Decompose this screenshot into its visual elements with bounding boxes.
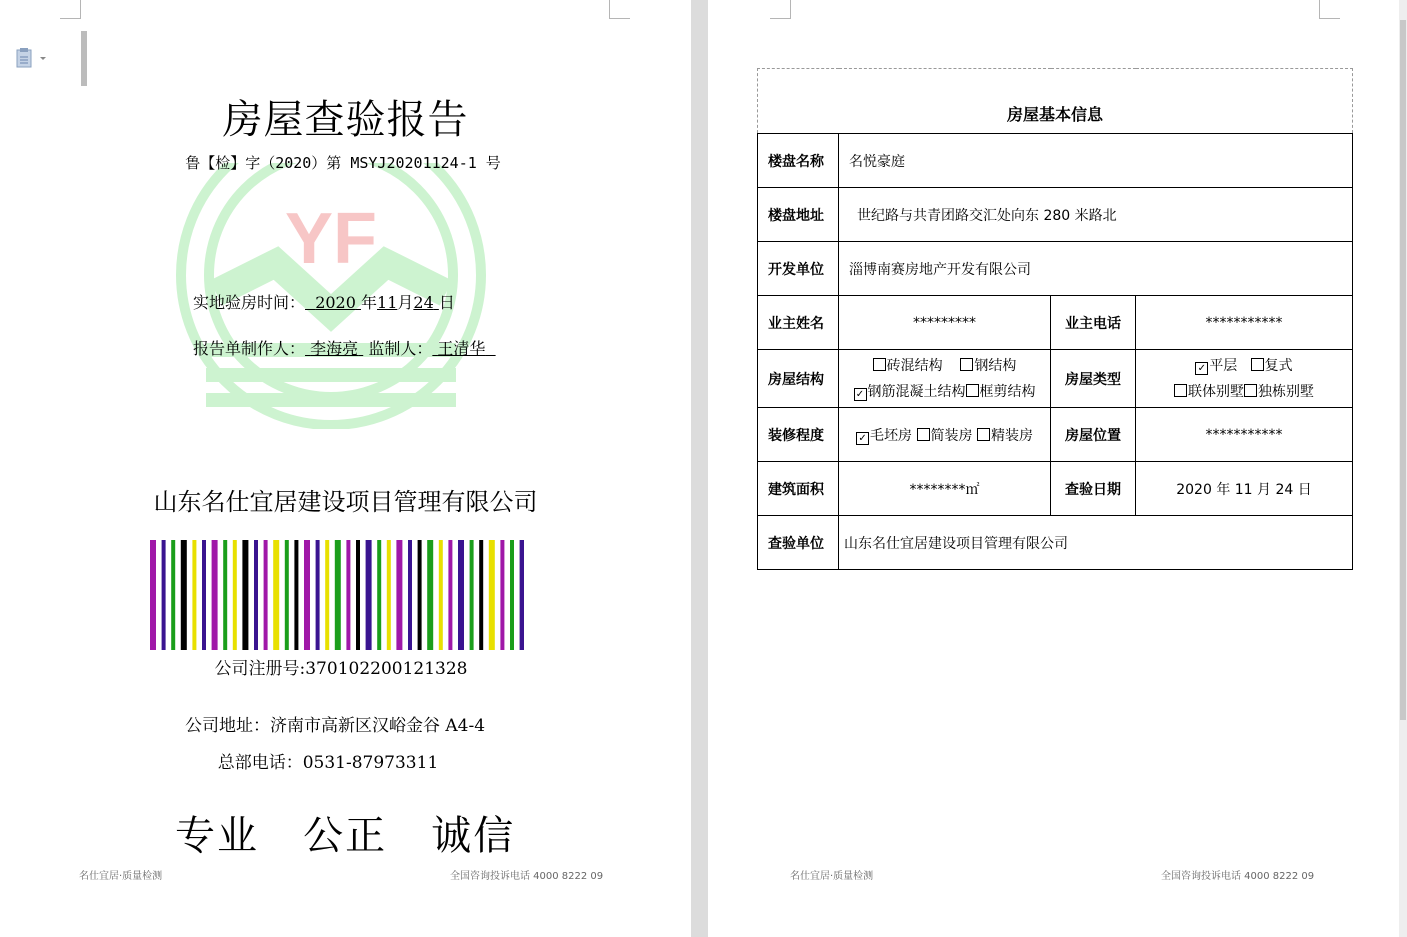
project-name-label: 楼盘名称 [758, 134, 839, 188]
check-date: 2020 年 11 月 24 日 [1136, 462, 1353, 516]
svg-text:YF: YF [284, 199, 378, 279]
inspector-label: 查验单位 [758, 516, 839, 570]
owner-phone: *********** [1136, 296, 1353, 350]
vertical-scrollbar[interactable] [1399, 0, 1407, 937]
checkbox-checked-icon[interactable]: ✓ [854, 388, 867, 401]
checkbox-unchecked-icon[interactable] [966, 384, 979, 397]
scrollbar-thumb[interactable] [1400, 20, 1406, 720]
developer-label: 开发单位 [758, 242, 839, 296]
decoration-label: 装修程度 [758, 408, 839, 462]
supervisor-label: 监制人： [368, 339, 433, 358]
checkbox-unchecked-icon[interactable] [873, 358, 886, 371]
barcode-image [150, 540, 524, 650]
checkbox-unchecked-icon[interactable] [1244, 384, 1257, 397]
staff-line [193, 336, 496, 359]
document-number: 鲁【检】字（2020）第 MSYJ20201124-1 号 [185, 154, 501, 172]
project-address: 世纪路与共青团路交汇处向东 280 米路北 [839, 188, 1353, 242]
footer-left: 名仕宜居·质量检测 [790, 871, 874, 882]
owner-name-label: 业主姓名 [758, 296, 839, 350]
location: *********** [1136, 408, 1353, 462]
footer-right: 全国咨询投诉电话 4000 8222 09 [1161, 871, 1315, 882]
crop-mark [60, 0, 81, 19]
headquarters-phone: 总部电话：0531-87973311 [217, 753, 439, 773]
inspection-date-line [193, 290, 455, 313]
date-day: 24 [413, 293, 434, 312]
supervisor-name: 王清华 [437, 339, 486, 358]
owner-phone-label: 业主电话 [1051, 296, 1136, 350]
document-page-2 [708, 0, 1407, 937]
document-page-1 [0, 0, 691, 937]
year-unit: 年 [361, 293, 378, 312]
company-address: 公司地址：济南市高新区汉峪金谷 A4-4 [184, 716, 486, 736]
footer-left: 名仕宜居·质量检测 [79, 871, 163, 882]
checkbox-unchecked-icon[interactable] [1251, 358, 1264, 371]
paste-options-icon[interactable] [16, 48, 50, 68]
text-cursor [81, 31, 87, 86]
date-month: 11 [377, 293, 398, 312]
structure-options: 砖混结构 钢结构 ✓ 钢筋混凝土结构 框剪结构 [839, 350, 1051, 408]
slogan: 专业 公正 诚信 [175, 813, 516, 859]
house-type-label: 房屋类型 [1051, 350, 1136, 408]
crop-mark [609, 0, 630, 19]
developer: 淄博南赛房地产开发有限公司 [839, 242, 1353, 296]
structure-label: 房屋结构 [758, 350, 839, 408]
footer-right: 全国咨询投诉电话 4000 8222 09 [450, 871, 604, 882]
checkbox-checked-icon[interactable]: ✓ [856, 432, 869, 445]
location-label: 房屋位置 [1051, 408, 1136, 462]
checkbox-unchecked-icon[interactable] [960, 358, 973, 371]
report-title: 房屋查验报告 [222, 97, 469, 143]
crop-mark [1319, 0, 1340, 19]
owner-name: ********* [839, 296, 1051, 350]
month-unit: 月 [397, 293, 414, 312]
section-title: 房屋基本信息 [758, 69, 1353, 134]
area-label: 建筑面积 [758, 462, 839, 516]
checkbox-unchecked-icon[interactable] [1174, 384, 1187, 397]
maker-name: 李海亮 [310, 339, 359, 358]
day-unit: 日 [438, 293, 455, 312]
inspector: 山东名仕宜居建设项目管理有限公司 [839, 516, 1353, 570]
checkbox-checked-icon[interactable]: ✓ [1195, 362, 1208, 375]
check-date-label: 查验日期 [1051, 462, 1136, 516]
date-year: 2020 [315, 293, 356, 312]
registration-number: 公司注册号:370102200121328 [214, 659, 468, 679]
checkbox-unchecked-icon[interactable] [917, 428, 930, 441]
house-type-options: ✓ 平层 复式 联体别墅 独栋别墅 [1136, 350, 1353, 408]
house-info-table [757, 68, 1353, 570]
decoration-options: ✓ 毛坯房 简装房 精装房 [839, 408, 1051, 462]
company-name: 山东名仕宜居建设项目管理有限公司 [153, 488, 538, 516]
maker-label: 报告单制作人： [193, 339, 306, 358]
project-name: 名悦豪庭 [839, 134, 1353, 188]
area: ********㎡ [839, 462, 1051, 516]
crop-mark [770, 0, 791, 19]
inspection-date-label: 实地验房时间： [193, 293, 306, 312]
checkbox-unchecked-icon[interactable] [977, 428, 990, 441]
project-address-label: 楼盘地址 [758, 188, 839, 242]
